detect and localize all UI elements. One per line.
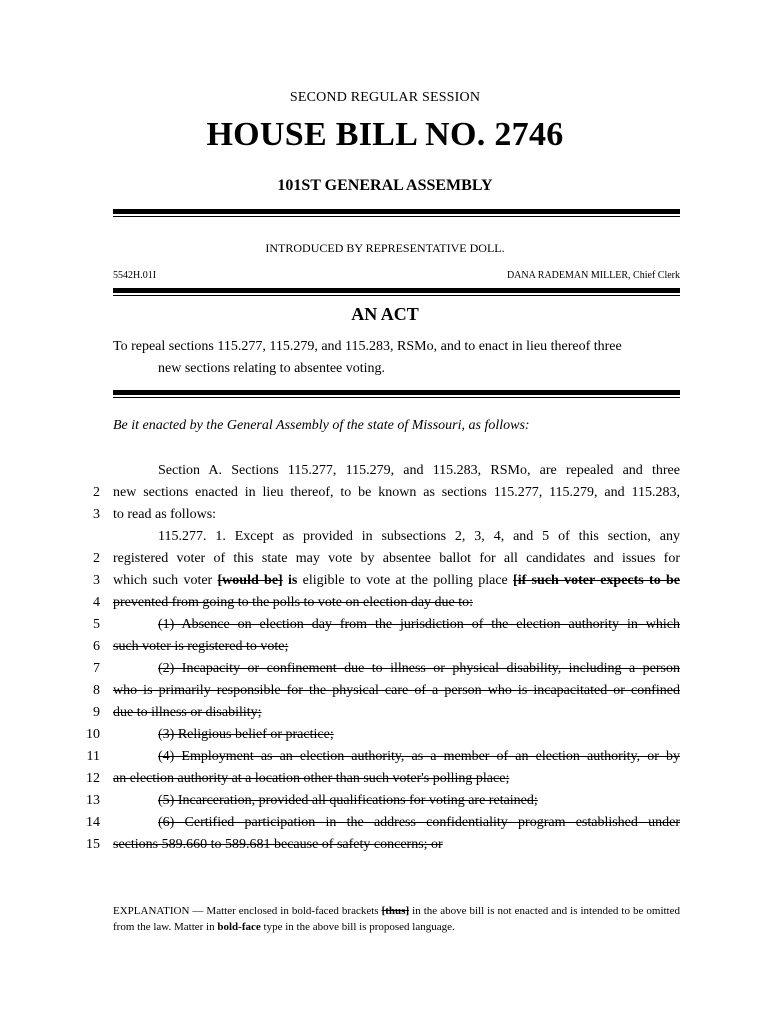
s115277-line-9: due to illness or disability; <box>113 705 262 720</box>
s115277-line-14: (6) Certified participation in the address confidentiality program established under <box>158 815 680 830</box>
section-a-line-2: new sections enacted in lieu thereof, to be known as sections 115.277, 115.279, and 115.283, <box>113 485 680 500</box>
line-number: 8 <box>93 683 100 698</box>
clerk-rule-thin <box>113 295 680 296</box>
title-rule-thick <box>113 390 680 395</box>
header-rule-thick <box>113 209 680 214</box>
line-number: 2 <box>93 485 100 500</box>
header-rule-thin <box>113 216 680 217</box>
inserted-text: is <box>282 573 298 588</box>
section-a-line-1: Section A. Sections 115.277, 115.279, and 115.283, RSMo, are repealed and three <box>158 463 680 478</box>
explanation-text: in the above bill is not enacted and is intended to be omitted from the law. Matter in <box>113 905 680 933</box>
enacting-clause: Be it enacted by the General Assembly of the state of Missouri, as follows: <box>113 418 530 433</box>
line-number: 3 <box>93 507 100 522</box>
s115277-line-7: (2) Incapacity or confinement due to illness or physical disability, including a person <box>158 661 680 676</box>
explanation-note <box>113 903 680 935</box>
deleted-text <box>513 573 680 588</box>
deleted-text: [would be] <box>217 573 283 588</box>
introduced-by: INTRODUCED BY REPRESENTATIVE DOLL. <box>265 241 505 255</box>
line-number: 12 <box>86 771 100 786</box>
s115277-line-12: an election authority at a location other than such voter's polling place; <box>113 771 510 786</box>
title-rule-thin <box>113 397 680 398</box>
line-number: 5 <box>93 617 100 632</box>
s115277-line-15: sections 589.660 to 589.681 because of safety concerns; or <box>113 837 443 852</box>
line-number: 3 <box>93 573 100 588</box>
bill-code: 5542H.01I <box>113 270 157 281</box>
act-title-line-2: new sections relating to absentee voting. <box>158 361 386 376</box>
s115277-line-8: who is primarily responsible for the physical care of a person who is incapacitated or confined <box>113 683 680 698</box>
s115277-line-5: (1) Absence on election day from the jurisdiction of the election authority in which <box>158 617 680 632</box>
line-number: 13 <box>86 793 100 808</box>
line-number: 10 <box>86 727 100 742</box>
deleted-bracket-text: [if such voter expects to be <box>513 573 680 588</box>
line-number: 9 <box>93 705 100 720</box>
session-label: SECOND REGULAR SESSION <box>289 90 481 105</box>
s115277-line-2: registered voter of this state may vote by absentee ballot for all candidates and issues for <box>113 551 680 566</box>
line-number: 4 <box>93 595 100 610</box>
act-heading: AN ACT <box>351 304 419 324</box>
s115277-line-13: (5) Incarceration, provided all qualifications for voting are retained; <box>158 793 538 808</box>
clerk-rule-thick <box>113 288 680 293</box>
s115277-line-4: prevented from going to the polls to vote on election day due to: <box>113 595 474 610</box>
s115277-line-11: (4) Employment as an election authority, as a member of an election authority, or by <box>158 749 680 764</box>
text-run: which such voter <box>113 573 218 588</box>
assembly-label: 101ST GENERAL ASSEMBLY <box>277 177 493 194</box>
line-number: 7 <box>93 661 100 676</box>
s115277-line-10: (3) Religious belief or practice; <box>158 727 334 742</box>
explanation-text: EXPLANATION — Matter enclosed in bold-faced brackets <box>113 905 382 917</box>
s115277-line-6: such voter is registered to vote; <box>113 639 289 654</box>
explanation-bracket-example: [thus] <box>381 905 410 917</box>
s115277-line-3 <box>113 573 680 589</box>
s115277-line-1: 115.277. 1. Except as provided in subsections 2, 3, 4, and 5 of this section, any <box>158 529 680 544</box>
line-number: 2 <box>93 551 100 566</box>
line-number: 15 <box>86 837 100 852</box>
text-run: eligible to vote at the polling place <box>297 573 514 588</box>
act-title <box>113 336 680 380</box>
explanation-text: type in the above bill is proposed language. <box>260 921 455 933</box>
chief-clerk: DANA RADEMAN MILLER, Chief Clerk <box>506 270 680 281</box>
section-a-line-3: to read as follows: <box>113 507 217 522</box>
act-title-line-1: To repeal sections 115.277, 115.279, and 115.283, RSMo, and to enact in lieu thereof three <box>113 339 622 354</box>
explanation-bold-example: bold-face <box>217 921 261 933</box>
line-number: 11 <box>86 749 100 764</box>
bill-title: HOUSE BILL NO. 2746 <box>206 116 564 153</box>
line-number: 14 <box>86 815 100 830</box>
line-number: 6 <box>93 639 100 654</box>
